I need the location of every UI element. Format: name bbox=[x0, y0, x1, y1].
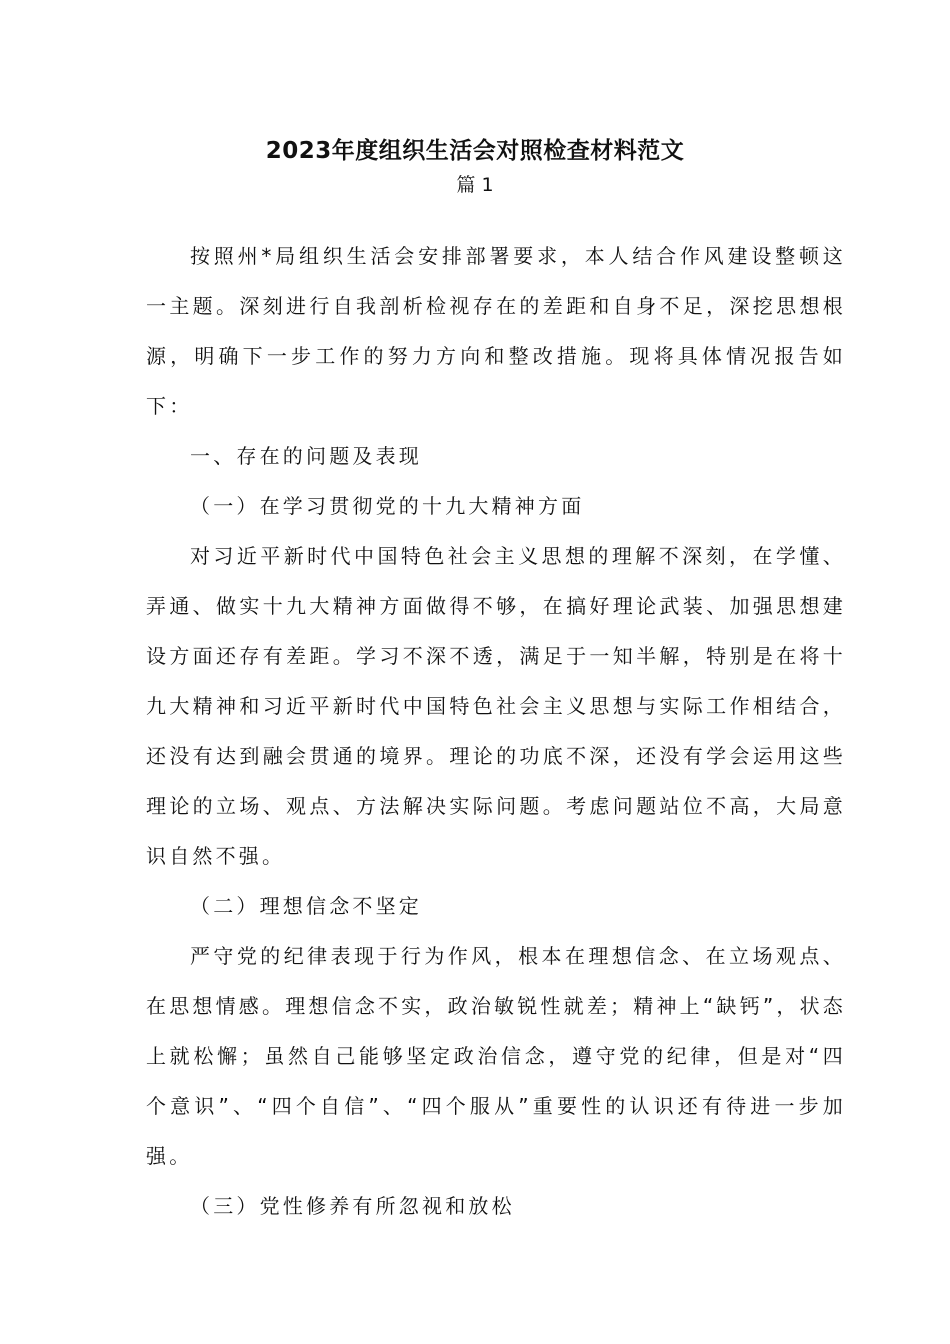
paragraph-study: 对习近平新时代中国特色社会主义思想的理解不深刻，在学懂、弄通、做实十九大精神方面做得不够，在搞好理论武装、加强思想建设方面还存有差距。学习不深不透，满足于一知半解，特别是在将十九大精神和习近平新时代中国特色社会主义思想与实际工作相结合，还没有达到融会贯通的境界。理论的功底不深，还没有学会运用这些理论的立场、观点、方法解决实际问题。考虑问题站位不高，大局意识自然不强。 bbox=[146, 544, 846, 868]
document-body bbox=[146, 231, 846, 1231]
paragraph-belief: 严守党的纪律表现于行为作风，根本在理想信念、在立场观点、在思想情感。理想信念不实，政治敏锐性就差；精神上“缺钙”，状态上就松懈；虽然自己能够坚定政治信念，遵守党的纪律，但是对“四个意识”、“四个自信”、“四个服从”重要性的认识还有待进一步加强。 bbox=[146, 944, 846, 1168]
document-title: 2023年度组织生活会对照检查材料范文 bbox=[265, 138, 685, 164]
intro-paragraph: 按照州*局组织生活会安排部署要求，本人结合作风建设整顿这一主题。深刻进行自我剖析检视存在的差距和自身不足，深挖思想根源，明确下一步工作的努力方向和整改措施。现将具体情况报告如下： bbox=[146, 244, 846, 418]
subsection-heading-3: （三）党性修养有所忽视和放松 bbox=[190, 1194, 515, 1218]
subsection-heading-1: （一）在学习贯彻党的十九大精神方面 bbox=[190, 494, 585, 518]
subsection-heading-2: （二）理想信念不坚定 bbox=[190, 894, 422, 918]
document-subtitle: 篇 1 bbox=[456, 174, 494, 196]
section-heading-problems: 一、存在的问题及表现 bbox=[190, 444, 422, 468]
